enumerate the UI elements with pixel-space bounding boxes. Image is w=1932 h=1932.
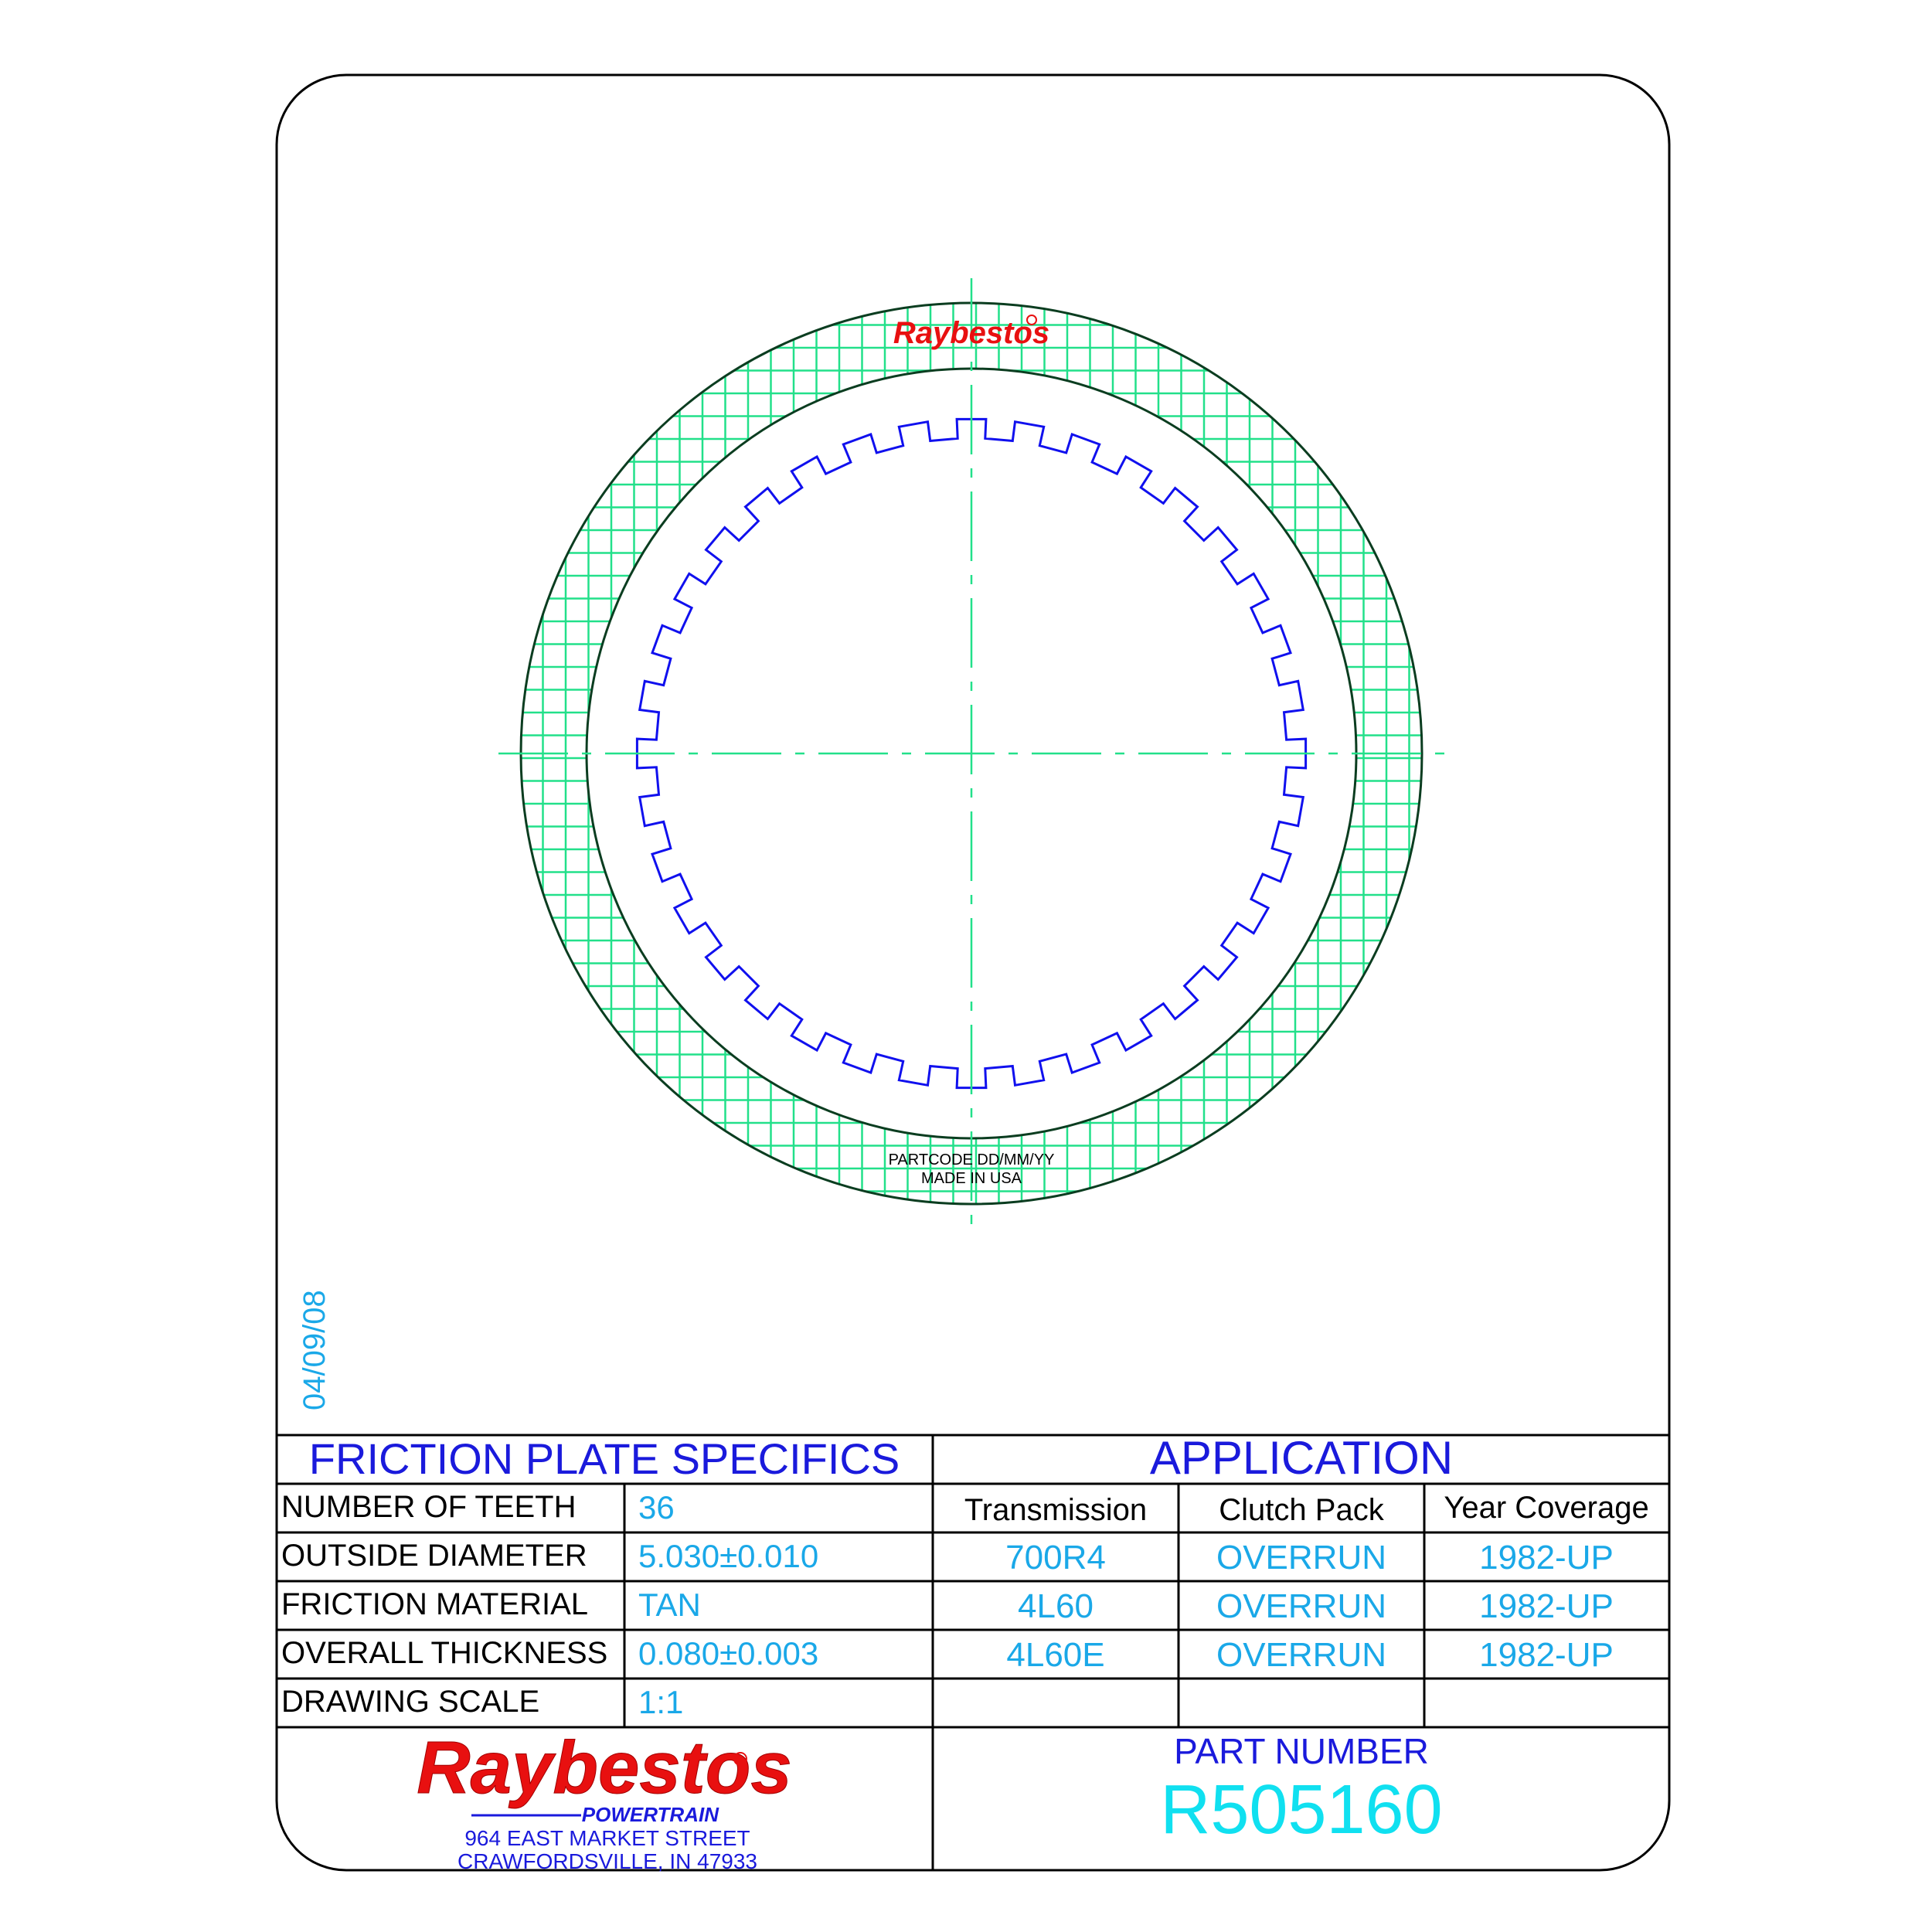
part-number-label: PART NUMBER	[1174, 1731, 1429, 1771]
specs-table	[281, 1489, 818, 1720]
spec-value: TAN	[638, 1587, 701, 1623]
app-cell: OVERRUN	[1216, 1587, 1387, 1625]
spec-value: 1:1	[638, 1684, 684, 1720]
app-cell: 1982-UP	[1479, 1587, 1614, 1625]
company-logo-text: Raybestos	[417, 1726, 792, 1809]
spec-label: OUTSIDE DIAMETER	[281, 1539, 587, 1573]
spec-value: 5.030±0.010	[638, 1538, 819, 1574]
part-number: R505160	[1160, 1771, 1443, 1849]
app-cell: 1982-UP	[1479, 1636, 1614, 1674]
spec-value: 36	[638, 1489, 675, 1526]
friction-plate-drawing	[498, 278, 1445, 1225]
company-logo	[417, 1726, 792, 1826]
plate-stamp-origin: MADE IN USA	[920, 1170, 1022, 1187]
app-cell: 1982-UP	[1479, 1539, 1614, 1577]
spec-label: DRAWING SCALE	[281, 1685, 540, 1719]
spec-value: 0.080±0.003	[638, 1635, 819, 1672]
application-title: APPLICATION	[1149, 1432, 1454, 1484]
plate-logo	[893, 315, 1049, 350]
app-cell: 700R4	[1005, 1539, 1106, 1577]
spec-label: NUMBER OF TEETH	[281, 1490, 577, 1524]
drawing-date: 04/09/08	[298, 1290, 332, 1410]
app-header-clutch-pack: Clutch Pack	[1219, 1493, 1384, 1527]
app-cell: OVERRUN	[1216, 1636, 1387, 1674]
plate-logo-text: Raybestos	[893, 316, 1050, 350]
app-header-year-coverage: Year Coverage	[1444, 1491, 1649, 1525]
app-header-transmission: Transmission	[964, 1493, 1148, 1527]
app-cell: OVERRUN	[1216, 1539, 1387, 1577]
address-street: 964 EAST MARKET STREET	[464, 1826, 750, 1850]
app-cell: 4L60E	[1006, 1636, 1105, 1674]
app-cell: 4L60	[1018, 1587, 1094, 1625]
spec-label: FRICTION MATERIAL	[281, 1587, 589, 1621]
spec-label: OVERALL THICKNESS	[281, 1636, 608, 1670]
company-logo-sub: POWERTRAIN	[581, 1803, 719, 1826]
address-city: CRAWFORDSVILLE, IN 47933	[457, 1849, 757, 1873]
specs-title: FRICTION PLATE SPECIFICS	[308, 1434, 900, 1483]
plate-stamp-partcode: PARTCODE DD/MM/YY	[888, 1151, 1055, 1168]
